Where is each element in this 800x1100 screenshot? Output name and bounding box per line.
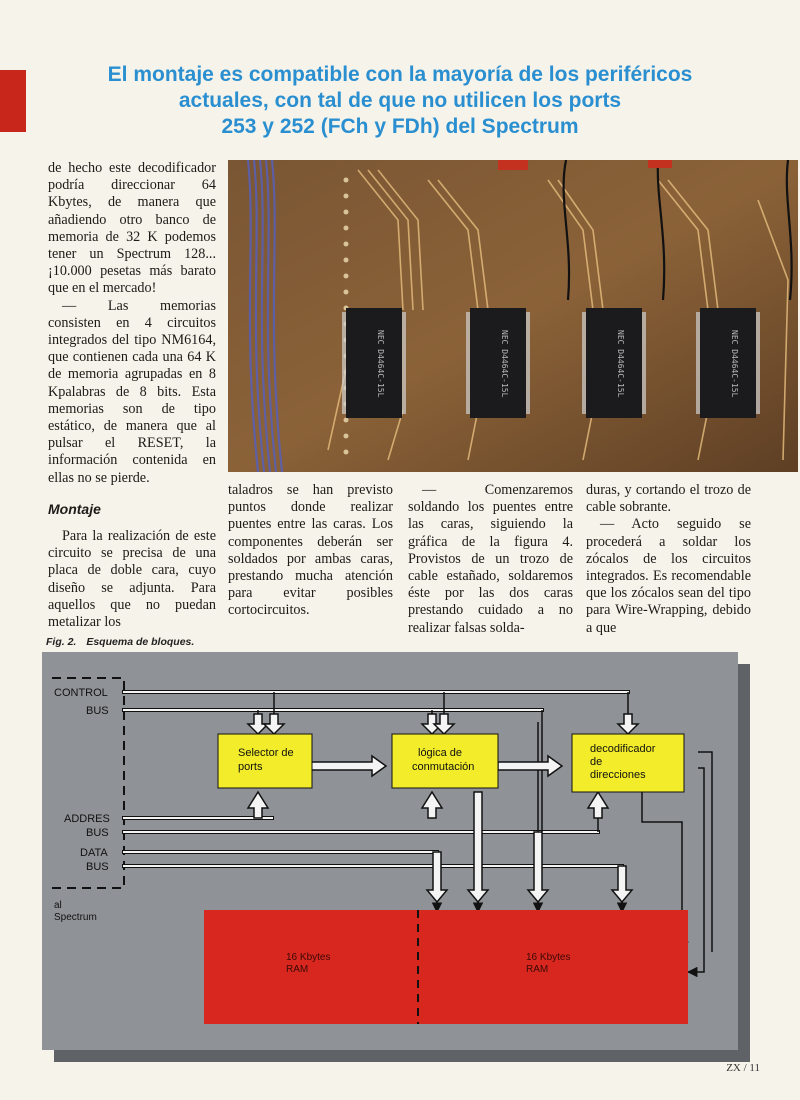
chip-label: NEC D4464C-15L xyxy=(616,330,625,398)
selector-label-line-2: ports xyxy=(238,761,263,773)
al-label: al xyxy=(54,900,62,911)
decodificador-label-line-3: direcciones xyxy=(590,769,646,781)
page-number: ZX / 11 xyxy=(726,1062,760,1074)
text-column-1 xyxy=(48,160,216,631)
headline xyxy=(40,62,760,140)
bus-label: BUS xyxy=(86,827,109,839)
ram-2-label-line-2: RAM xyxy=(526,964,549,975)
circuit-board-photo xyxy=(228,160,798,472)
selector-label-line-1: Selector de xyxy=(238,747,294,759)
paragraph: taladros se han previsto puntos donde realizar puentes entre las caras. Los componentes deberán ser soldados por ambas caras, prestando mucha atención para evitar posibles cortocircuitos. xyxy=(228,482,393,619)
spectrum-label: Spectrum xyxy=(54,912,97,923)
ram-block xyxy=(204,910,688,1024)
chip-label: NEC D4464C-15L xyxy=(730,330,739,398)
logica-label-line-2: conmutación xyxy=(412,761,475,773)
paragraph: duras, y cortando el trozo de cable sobrante. xyxy=(586,482,751,516)
block-diagram-svg xyxy=(42,652,752,1064)
bus-label: BUS xyxy=(86,861,109,873)
text-column-3 xyxy=(408,482,573,637)
paragraph: — Acto seguido se procederá a soldar los zócalos de los circuitos integrados. Es recomendable que los zócalos sean del tipo para Wire-Wrapping, debido a que xyxy=(586,516,751,636)
figure-number: Fig. 2. xyxy=(46,636,77,648)
data-label: DATA xyxy=(80,847,108,859)
section-subheading: Montaje xyxy=(48,500,101,517)
text-column-2 xyxy=(228,482,393,620)
figure-title: Esquema de bloques. xyxy=(86,636,195,648)
circuit-board-image xyxy=(228,160,798,472)
decodificador-label-line-2: de xyxy=(590,756,603,768)
decodificador-label-line-1: decodificador xyxy=(590,743,656,755)
addres-label: ADDRES xyxy=(64,813,110,825)
ram-1-label-line-1: 16 Kbytes xyxy=(286,952,331,963)
figure-caption xyxy=(46,636,194,648)
chip-label: NEC D4464C-15L xyxy=(500,330,509,398)
paragraph: de hecho este decodificador podría direccionar 64 Kbytes, de manera que añadiendo otro banco de memoria de 32 K podemos tener un Spectrum 128... ¡10.000 pesetas más barato que en el mercado! xyxy=(48,160,216,297)
paragraph: Para la realización de este circuito se precisa de una placa de doble cara, cuyo diseño se adjunta. Para aquellos que no puedan metalizar los xyxy=(48,528,216,631)
red-section-tab xyxy=(0,70,26,132)
headline-line-2: actuales, con tal de que no utilicen los ports xyxy=(178,89,622,112)
selector-de-ports-block xyxy=(218,734,312,788)
logica-label-line-1: lógica de xyxy=(418,747,463,759)
ram-2-label-line-1: 16 Kbytes xyxy=(526,952,571,963)
block-diagram xyxy=(42,652,752,1064)
text-column-4 xyxy=(586,482,751,637)
headline-line-3: 253 y 252 (FCh y FDh) del Spectrum xyxy=(221,115,579,138)
control-label: CONTROL xyxy=(54,687,108,699)
ram-1-label-line-2: RAM xyxy=(286,964,309,975)
paragraph: — Comenzaremos soldando los puentes entre las caras, siguiendo la gráfica de la figura 4. Provistos de un trozo de cable estañado, soldaremos éste por las dos caras prestando cuidado a no realizar falsas solda- xyxy=(408,482,573,636)
chip-label: NEC D4464C-15L xyxy=(376,330,385,398)
paragraph: — Las memorias consisten en 4 circuitos integrados del tipo NM6164, que contienen cada una 64 K de memoria agrupadas en 8 Kpalabras de 8 bits. Esta memorias son de tipo estático, de manera que al pulsar el RESET, la información contenida en ellas no se pierde. xyxy=(48,297,216,486)
bus-label: BUS xyxy=(86,705,109,717)
headline-line-1: El montaje es compatible con la mayoría de los periféricos xyxy=(107,63,693,86)
